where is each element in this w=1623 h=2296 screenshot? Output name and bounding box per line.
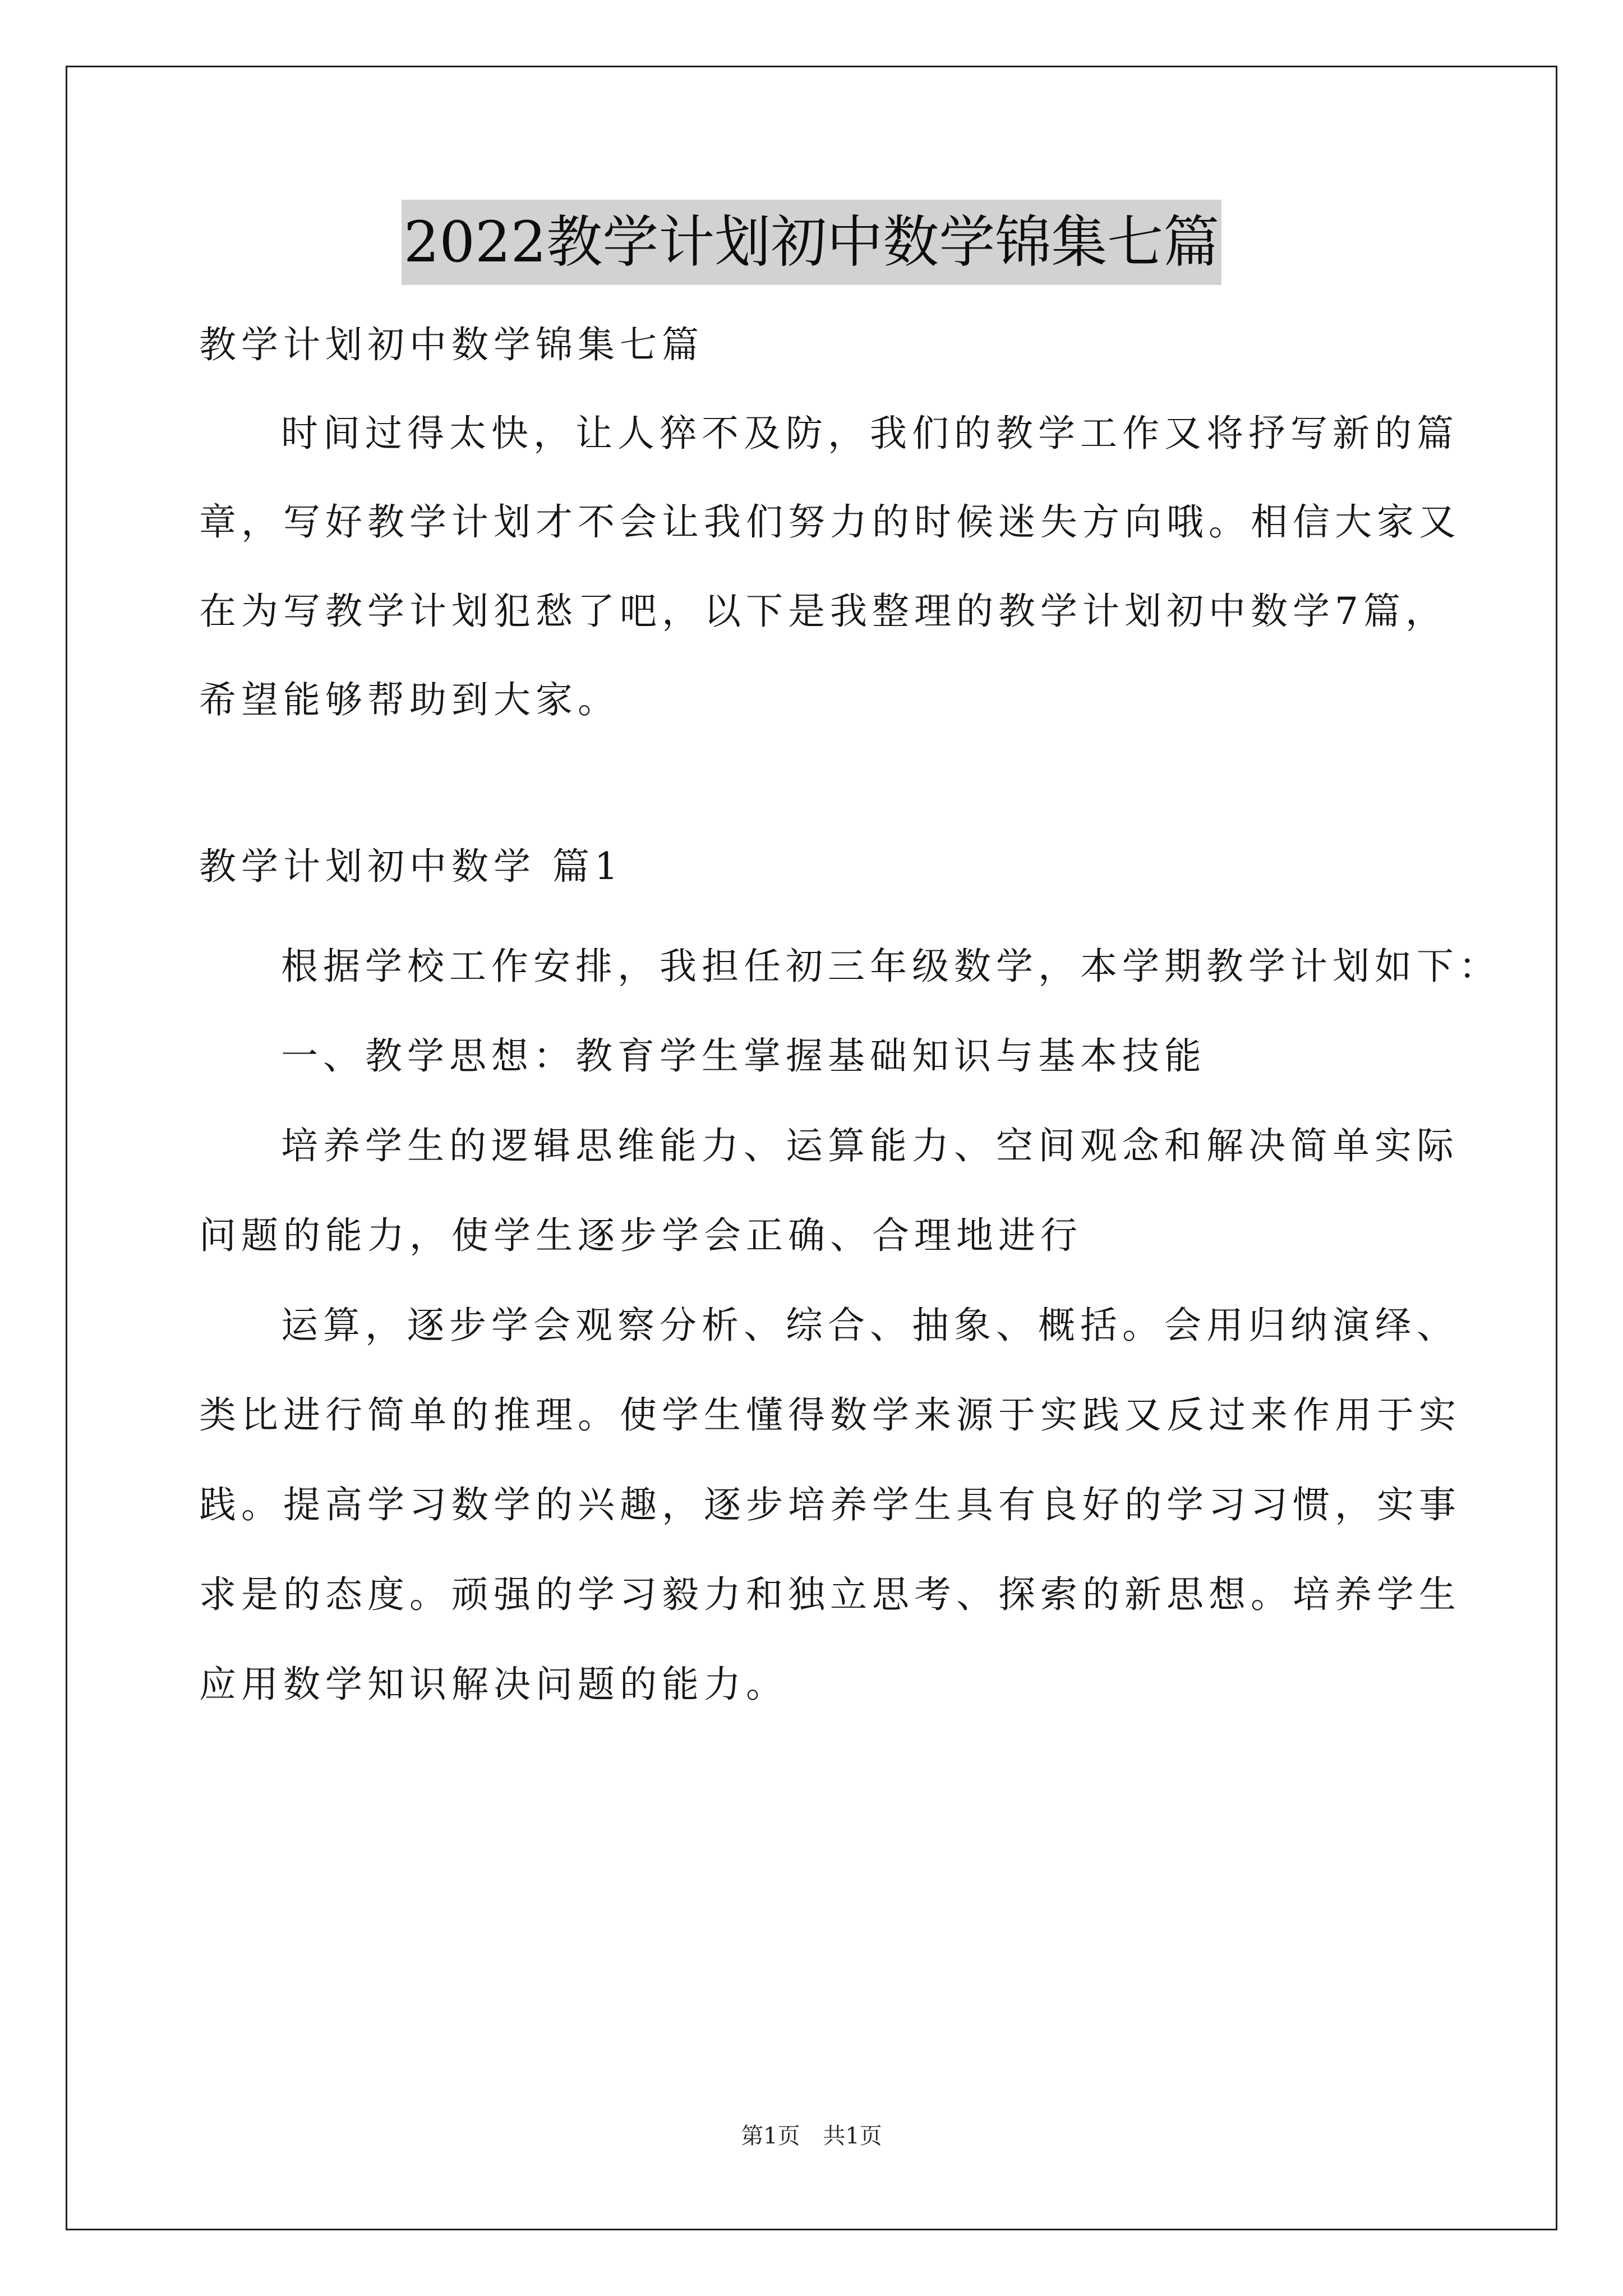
paragraph-line: 践。提高学习数学的兴趣，逐步培养学生具有良好的学习习惯，实事 xyxy=(199,1483,1461,1526)
paragraph-line: 时间过得太快，让人猝不及防，我们的教学工作又将抒写新的篇 xyxy=(281,412,1459,455)
paragraph-line: 运算，逐步学会观察分析、综合、抽象、概括。会用归纳演绎、 xyxy=(281,1304,1459,1347)
subtitle-line: 教学计划初中数学锦集七篇 xyxy=(199,323,704,366)
paragraph-line: 应用数学知识解决问题的能力。 xyxy=(199,1663,788,1706)
paragraph-line: 一、教学思想：教育学生掌握基础知识与基本技能 xyxy=(281,1034,1206,1078)
paragraph-line: 根据学校工作安排，我担任初三年级数学，本学期教学计划如下： xyxy=(281,945,1501,988)
paragraph-line: 类比进行简单的推理。使学生懂得数学来源于实践又反过来作用于实 xyxy=(199,1393,1461,1437)
title-container xyxy=(0,200,1623,285)
section-heading: 教学计划初中数学 篇1 xyxy=(199,845,623,888)
paragraph-line: 培养学生的逻辑思维能力、运算能力、空间观念和解决简单实际 xyxy=(281,1124,1459,1167)
paragraph-line: 章，写好教学计划才不会让我们努力的时候迷失方向哦。相信大家又 xyxy=(199,500,1461,544)
paragraph-line: 希望能够帮助到大家。 xyxy=(199,678,620,721)
page-number: 第1页 xyxy=(741,2123,800,2149)
paragraph-line: 问题的能力，使学生逐步学会正确、合理地进行 xyxy=(199,1214,1082,1257)
page-footer xyxy=(0,2119,1623,2153)
document-title: 2022教学计划初中数学锦集七篇 xyxy=(402,200,1222,285)
page-total: 共1页 xyxy=(823,2123,882,2149)
paragraph-line: 求是的态度。顽强的学习毅力和独立思考、探索的新思想。培养学生 xyxy=(199,1573,1461,1616)
paragraph-line: 在为写教学计划犯愁了吧，以下是我整理的教学计划初中数学7篇， xyxy=(199,590,1447,633)
